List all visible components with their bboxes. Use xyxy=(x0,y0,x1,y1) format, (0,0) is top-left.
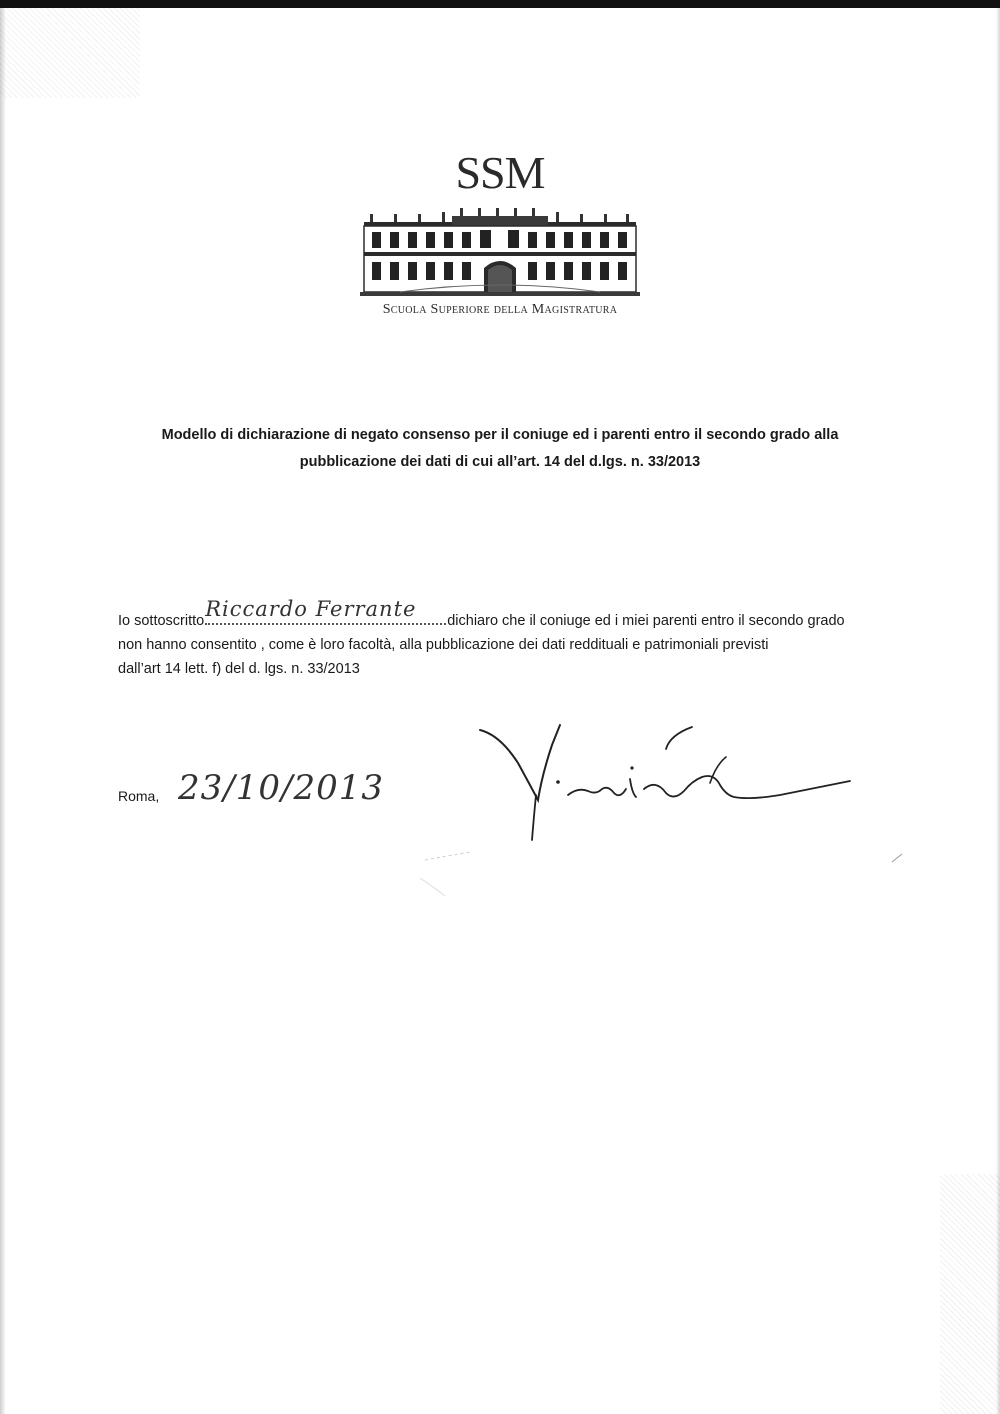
scan-edge-left xyxy=(0,8,6,1414)
scan-top-border xyxy=(0,0,1000,8)
scan-noise-bottom-right xyxy=(940,1174,1000,1414)
scan-noise-top-left xyxy=(0,8,140,98)
document-title-line-2: pubblicazione dei dati di cui all’art. 14 del d.lgs. n. 33/2013 xyxy=(299,454,701,470)
building-illustration xyxy=(360,208,640,296)
handwritten-signature xyxy=(470,705,860,855)
scan-artifact-mark xyxy=(420,848,520,898)
logo-title: SSM xyxy=(455,147,545,198)
scan-artifact-tick xyxy=(890,850,904,864)
logo-subtitle: Scuola Superiore della Magistratura xyxy=(382,302,618,317)
name-fill-in-field xyxy=(205,597,446,625)
document-title-line-1: Modello di dichiarazione di negato consenso per il coniuge ed i parenti entro il secondo grado alla xyxy=(161,427,839,443)
declaration-prefix: Io sottoscritto xyxy=(118,613,205,629)
handwritten-name: Riccardo Ferrante xyxy=(205,597,417,621)
declaration-after-name: dichiaro che il coniuge ed i miei parenti entro il secondo grado xyxy=(447,613,845,629)
ssm-logo xyxy=(355,147,645,325)
declaration-line-2: non hanno consentito , come è loro facoltà, alla pubblicazione dei dati reddituali e patrimoniali previsti xyxy=(118,637,769,653)
document-title xyxy=(120,422,880,476)
place-label: Roma, xyxy=(118,788,160,804)
declaration-text xyxy=(118,597,888,681)
declaration-line-3: dall’art 14 lett. f) del d. lgs. n. 33/2013 xyxy=(118,661,360,677)
handwritten-date: 23/10/2013 xyxy=(178,768,384,808)
declaration-line-1 xyxy=(118,597,888,633)
